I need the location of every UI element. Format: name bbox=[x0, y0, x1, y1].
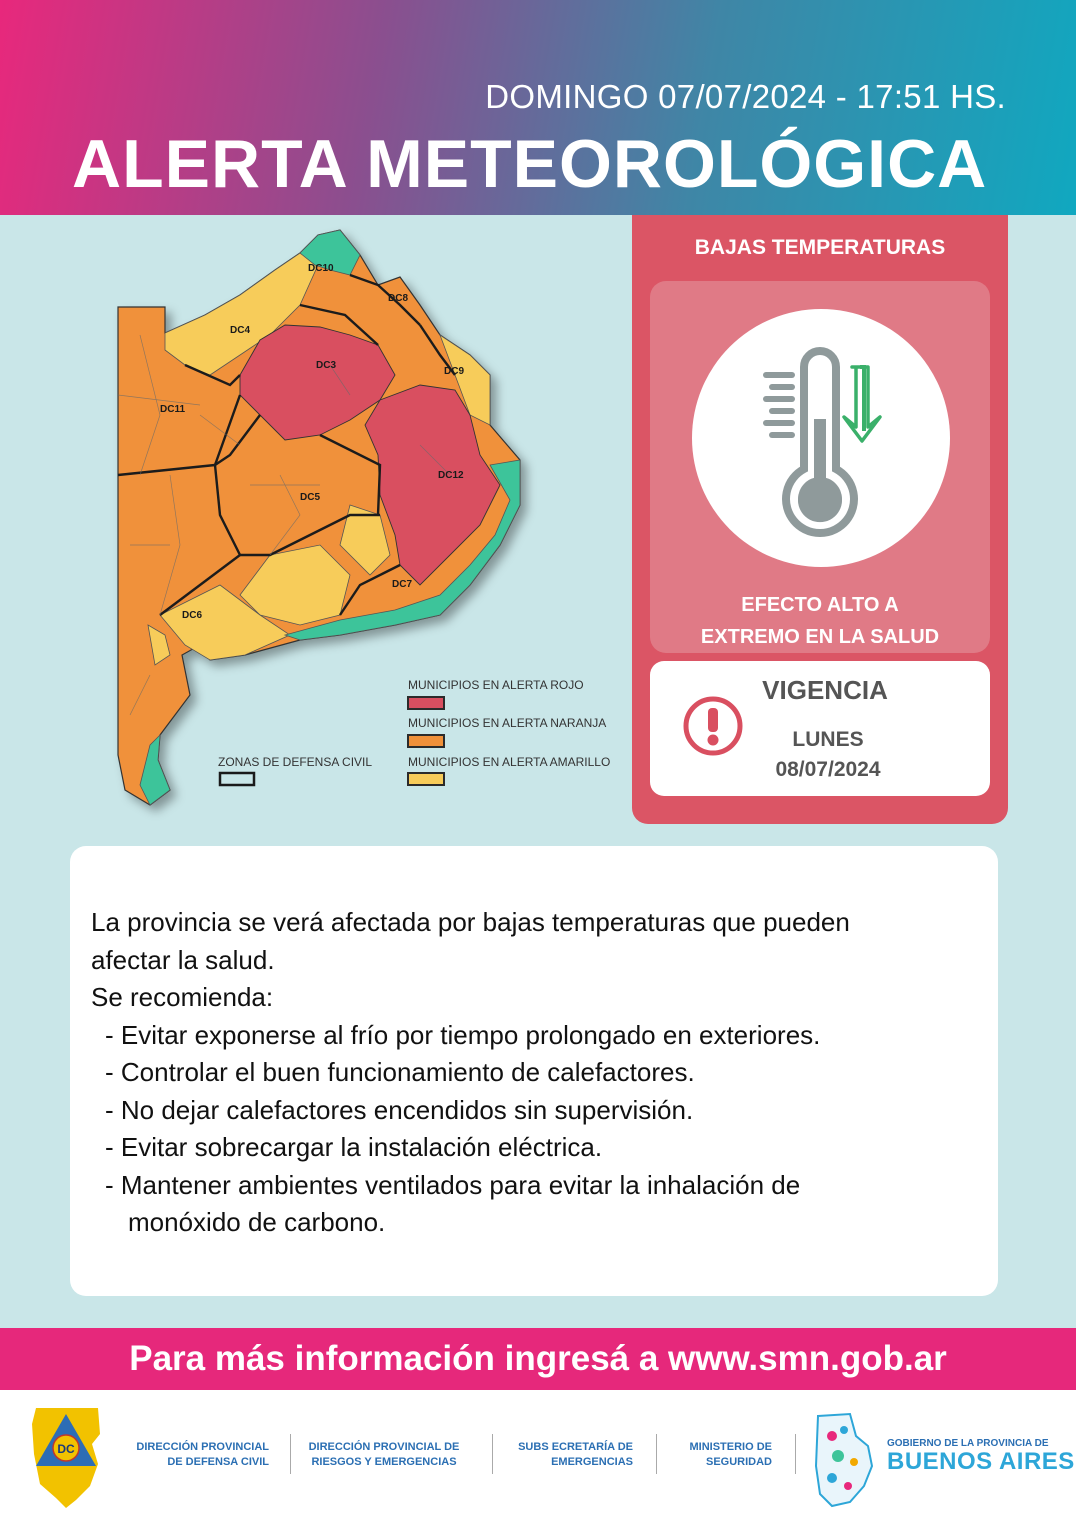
recommendations-box bbox=[70, 846, 998, 1296]
zone-label: DC12 bbox=[438, 470, 464, 481]
zone-label: DC5 bbox=[300, 492, 321, 503]
org-line: RIESGOS Y EMERGENCIAS bbox=[311, 1456, 457, 1468]
zone-label: DC4 bbox=[230, 325, 251, 336]
effect-line: EFECTO ALTO A bbox=[741, 594, 899, 616]
gov-subtitle: GOBIERNO DE LA PROVINCIA DE bbox=[887, 1438, 1049, 1449]
alert-map bbox=[0, 215, 630, 825]
validity-card bbox=[650, 661, 990, 796]
recommendation-item: - Evitar exponerse al frío por tiempo prolongado en exteriores. bbox=[105, 1019, 821, 1050]
legend-swatch-yellow bbox=[408, 773, 444, 785]
zone-label: DC7 bbox=[392, 579, 413, 590]
defensa-civil-logo bbox=[26, 1404, 106, 1512]
org-line: EMERGENCIAS bbox=[551, 1456, 633, 1468]
zone-label: DC8 bbox=[388, 293, 409, 304]
legend-orange-label: MUNICIPIOS EN ALERTA NARANJA bbox=[408, 716, 607, 730]
org-ministerio bbox=[664, 1440, 772, 1470]
legend-yellow-label: MUNICIPIOS EN ALERTA AMARILLO bbox=[408, 755, 611, 769]
recommendations-text bbox=[91, 904, 991, 1242]
hazard-card bbox=[650, 281, 990, 653]
recommendation-continuation: monóxido de carbono. bbox=[128, 1207, 386, 1237]
zone-label: DC3 bbox=[316, 360, 337, 371]
zone-label: DC6 bbox=[182, 610, 203, 621]
org-riesgos bbox=[298, 1440, 470, 1470]
org-defensa-civil bbox=[115, 1440, 269, 1470]
recommend-label: Se recomienda: bbox=[91, 982, 274, 1012]
intro-line: La provincia se verá afectada por bajas temperaturas que pueden bbox=[91, 907, 850, 937]
validity-date bbox=[740, 725, 916, 785]
footer-divider bbox=[656, 1434, 657, 1474]
recommendation-item: - Mantener ambientes ventilados para evitar la inhalación de bbox=[105, 1169, 801, 1200]
page-title: ALERTA METEOROLÓGICA bbox=[72, 126, 988, 202]
buenos-aires-logo-icon bbox=[810, 1406, 882, 1510]
recommendation-item: - Evitar sobrecargar la instalación eléctrica. bbox=[105, 1132, 603, 1162]
legend-swatch-zones bbox=[220, 773, 254, 785]
alert-panel bbox=[632, 215, 1008, 824]
validity-day: LUNES bbox=[792, 728, 864, 751]
legend-swatch-orange bbox=[408, 735, 444, 747]
legend-swatch-red bbox=[408, 697, 444, 709]
province-map bbox=[0, 215, 630, 825]
hazard-icon-circle bbox=[692, 309, 950, 567]
alert-date: DOMINGO 07/07/2024 - 17:51 HS. bbox=[485, 78, 1006, 115]
gov-title: BUENOS AIRES bbox=[887, 1448, 1075, 1475]
zone-label: DC11 bbox=[160, 404, 186, 415]
hazard-title: BAJAS TEMPERATURAS bbox=[694, 236, 946, 259]
org-line: DIRECCIÓN PROVINCIAL bbox=[136, 1441, 269, 1453]
validity-label: VIGENCIA bbox=[762, 675, 888, 705]
org-line: MINISTERIO DE bbox=[689, 1441, 772, 1453]
recommendation-item: - No dejar calefactores encendidos sin supervisión. bbox=[105, 1094, 694, 1125]
info-bar[interactable]: Para más información ingresá a www.smn.gob.ar bbox=[0, 1328, 1076, 1390]
thermometer-down-icon bbox=[692, 309, 950, 567]
org-line: SEGURIDAD bbox=[705, 1456, 772, 1468]
validity-date-value: 08/07/2024 bbox=[775, 758, 881, 781]
zone-label: DC10 bbox=[308, 263, 334, 274]
dc-logo-text: DC bbox=[57, 1442, 75, 1456]
zone-label: DC9 bbox=[444, 366, 465, 377]
legend-red-label: MUNICIPIOS EN ALERTA ROJO bbox=[408, 678, 584, 692]
header-banner bbox=[0, 0, 1076, 215]
effect-line: EXTREMO EN LA SALUD bbox=[700, 626, 940, 648]
footer-divider bbox=[492, 1434, 493, 1474]
org-line: DE DEFENSA CIVIL bbox=[167, 1456, 269, 1468]
org-line: DIRECCIÓN PROVINCIAL DE bbox=[308, 1441, 460, 1453]
footer-divider bbox=[290, 1434, 291, 1474]
org-line: SUBS ECRETARÍA DE bbox=[518, 1441, 633, 1453]
org-subsecretaria bbox=[500, 1440, 633, 1470]
legend-zones-label: ZONAS DE DEFENSA CIVIL bbox=[218, 755, 373, 769]
effect-text bbox=[650, 589, 990, 653]
recommendation-item: - Controlar el buen funcionamiento de calefactores. bbox=[105, 1057, 695, 1087]
intro-line: afectar la salud. bbox=[91, 944, 275, 975]
exclamation-alert-icon bbox=[682, 695, 744, 757]
footer-divider bbox=[795, 1434, 796, 1474]
footer bbox=[0, 1390, 1076, 1522]
